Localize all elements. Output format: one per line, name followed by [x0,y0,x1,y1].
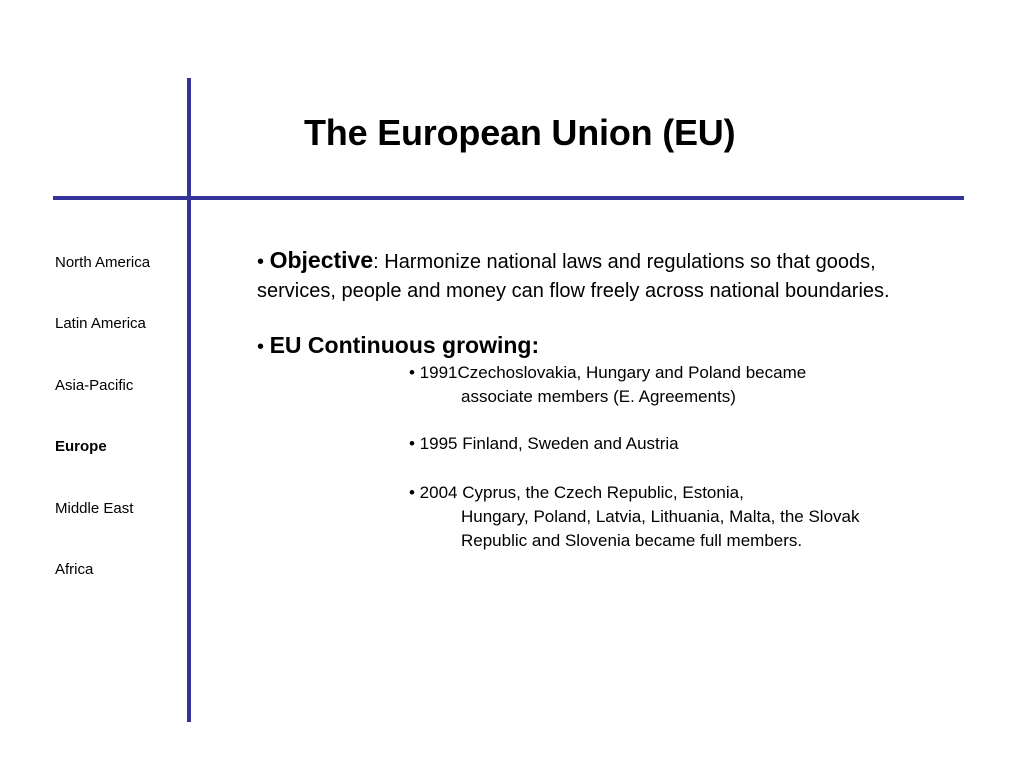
milestone-1991 [409,361,806,409]
milestone-2004 [409,481,859,553]
region-nav [55,254,150,622]
nav-item-asia-pacific[interactable]: Asia-Pacific [55,376,134,394]
bullet-glyph: • [257,251,265,273]
slide-content [257,246,997,362]
objective-text-line2: services, people and money can flow freely across national boundaries. [257,280,890,302]
nav-item-north-america[interactable]: North America [55,254,151,271]
growing-bullet [257,331,997,362]
objective-colon: : [373,251,379,273]
objective-bullet [257,246,997,306]
horizontal-divider [53,196,964,200]
nav-item-middle-east[interactable]: Middle East [55,499,134,517]
nav-item-latin-america[interactable]: Latin America [55,315,146,333]
vertical-divider [187,78,191,722]
objective-text-line1: Harmonize national laws and regulations so that goods, [378,251,876,273]
nav-item-africa[interactable]: Africa [55,560,94,578]
milestone-2004-line3: Republic and Slovenia became full members. [461,531,803,550]
milestone-2004-line2: Hungary, Poland, Latvia, Lithuania, Malta, the Slovak [461,507,860,526]
milestone-1991-line2: associate members (E. Agreements) [461,387,736,406]
milestone-1995-line1: • 1995 Finland, Sweden and Austria [409,434,679,453]
growing-lead: EU Continuous growing: [269,332,540,358]
milestone-1991-line1: • 1991Czechoslovakia, Hungary and Poland became [409,363,807,382]
objective-lead: Objective [269,247,374,273]
nav-item-europe[interactable]: Europe [55,438,107,456]
milestone-1995 [409,432,679,456]
bullet-glyph: • [257,336,265,358]
milestone-2004-line1: • 2004 Cyprus, the Czech Republic, Estonia, [409,483,744,502]
slide-title: The European Union (EU) [304,112,736,153]
